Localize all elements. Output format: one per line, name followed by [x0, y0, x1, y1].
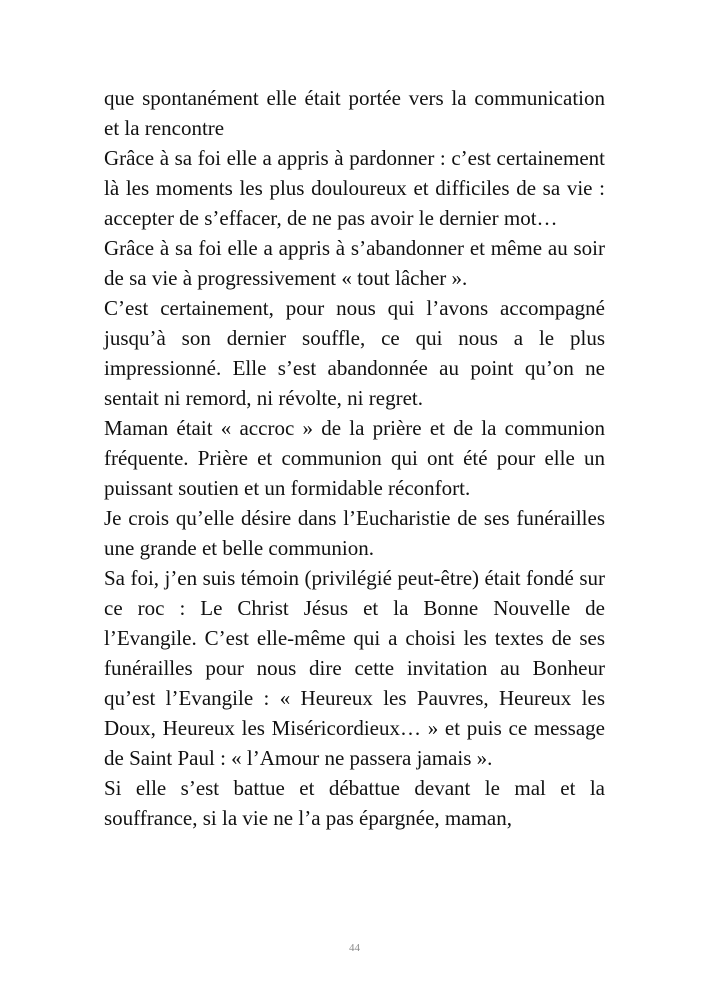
paragraph-4: C’est certainement, pour nous qui l’avons accompagné jusqu’à son dernier souffle, ce qui nous a le plus impressionné. Elle s’est abandonnée au point qu’on ne sentait ni remord, ni révolte, ni regret.	[104, 296, 605, 410]
page-number: 44	[349, 942, 360, 954]
paragraph-7: Sa foi, j’en suis témoin (privilégié peut-être) était fondé sur ce roc : Le Christ Jésus et la Bonne Nouvelle de l’Evangile. C’est elle-même qui a choisi les textes de ses funérailles pour nous dire cette invitation au Bonheur qu’est l’Evangile : « Heureux les Pauvres, Heureux les Doux, Heureux les Miséricordieux… » et puis ce message de Saint Paul : « l’Amour ne passera jamais ».	[104, 566, 605, 770]
paragraph-1: que spontanément elle était portée vers la communication et la rencontre	[104, 86, 605, 140]
paragraph-8: Si elle s’est battue et débattue devant le mal et la souffrance, si la vie ne l’a pas épargnée, maman,	[104, 776, 605, 830]
paragraph-6: Je crois qu’elle désire dans l’Eucharistie de ses funérailles une grande et belle communion.	[104, 506, 605, 560]
paragraph-5: Maman était « accroc » de la prière et de la communion fréquente. Prière et communion qui ont été pour elle un puissant soutien et un formidable réconfort.	[104, 416, 605, 500]
paragraph-2: Grâce à sa foi elle a appris à pardonner : c’est certainement là les moments les plus douloureux et difficiles de sa vie : accepter de s’effacer, de ne pas avoir le dernier mot…	[104, 146, 605, 230]
body-text	[104, 83, 605, 833]
paragraph-3: Grâce à sa foi elle a appris à s’abandonner et même au soir de sa vie à progressivement « tout lâcher ».	[104, 236, 605, 290]
